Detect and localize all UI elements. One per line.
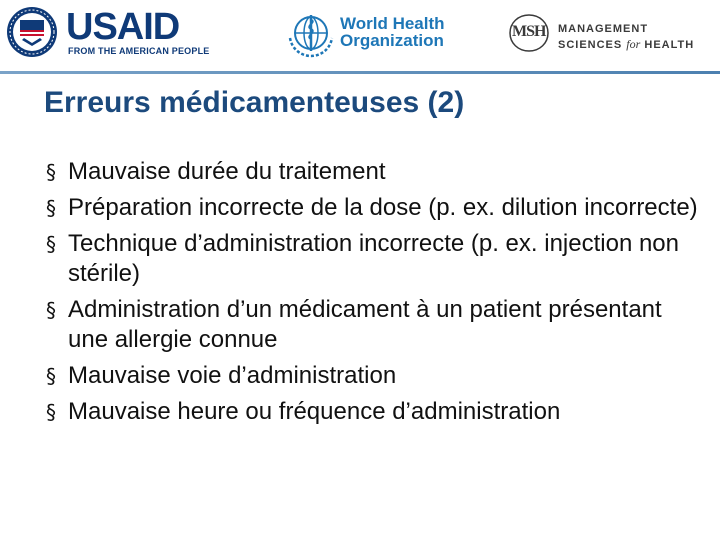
bullet-marker-icon: § [46,160,56,184]
bullet-item [46,397,706,427]
bullet-marker-icon: § [46,232,56,256]
bullet-marker-icon: § [46,364,56,388]
bullet-text: Administration d’un médicament à un patient présentant une allergie connue [68,296,662,353]
msh-name-sciences: SCIENCES [558,39,627,51]
msh-name-for: for [626,37,641,51]
bullet-text: Mauvaise heure ou fréquence d’administration [68,398,561,425]
bullet-text: Préparation incorrecte de la dose (p. ex. dilution incorrecte) [68,194,698,221]
bullet-text: Mauvaise durée du traitement [68,158,386,185]
bullet-item [46,229,706,289]
bullet-list [46,157,706,433]
msh-name-line2 [558,37,694,53]
bullet-item [46,295,706,355]
usaid-wordmark: USAID [66,6,180,48]
bullet-text: Mauvaise voie d’administration [68,362,397,389]
msh-name-line1: MANAGEMENT [558,23,649,35]
header-divider [0,71,720,74]
usaid-seal-icon [6,6,58,58]
bullet-item [46,157,706,187]
bullet-marker-icon: § [46,298,56,322]
bullet-marker-icon: § [46,196,56,220]
who-emblem-icon [286,10,336,58]
bullet-marker-icon: § [46,400,56,424]
usaid-logo [6,6,210,58]
slide-title: Erreurs médicamenteuses (2) [44,86,465,119]
who-name [340,15,445,49]
msh-name-health: HEALTH [640,39,695,51]
who-name-line2: Organization [340,31,444,50]
msh-logo [508,13,708,55]
usaid-tagline: FROM THE AMERICAN PEOPLE [68,46,210,56]
msh-name [558,22,694,53]
who-name-line1: World Health [340,14,445,33]
bullet-item [46,193,706,223]
logo-bar [0,0,720,68]
bullet-text: Technique d’administration incorrecte (p. ex. injection non stérile) [68,230,680,287]
bullet-item [46,361,706,391]
msh-mark: MSH [512,23,546,40]
who-logo [286,10,446,58]
